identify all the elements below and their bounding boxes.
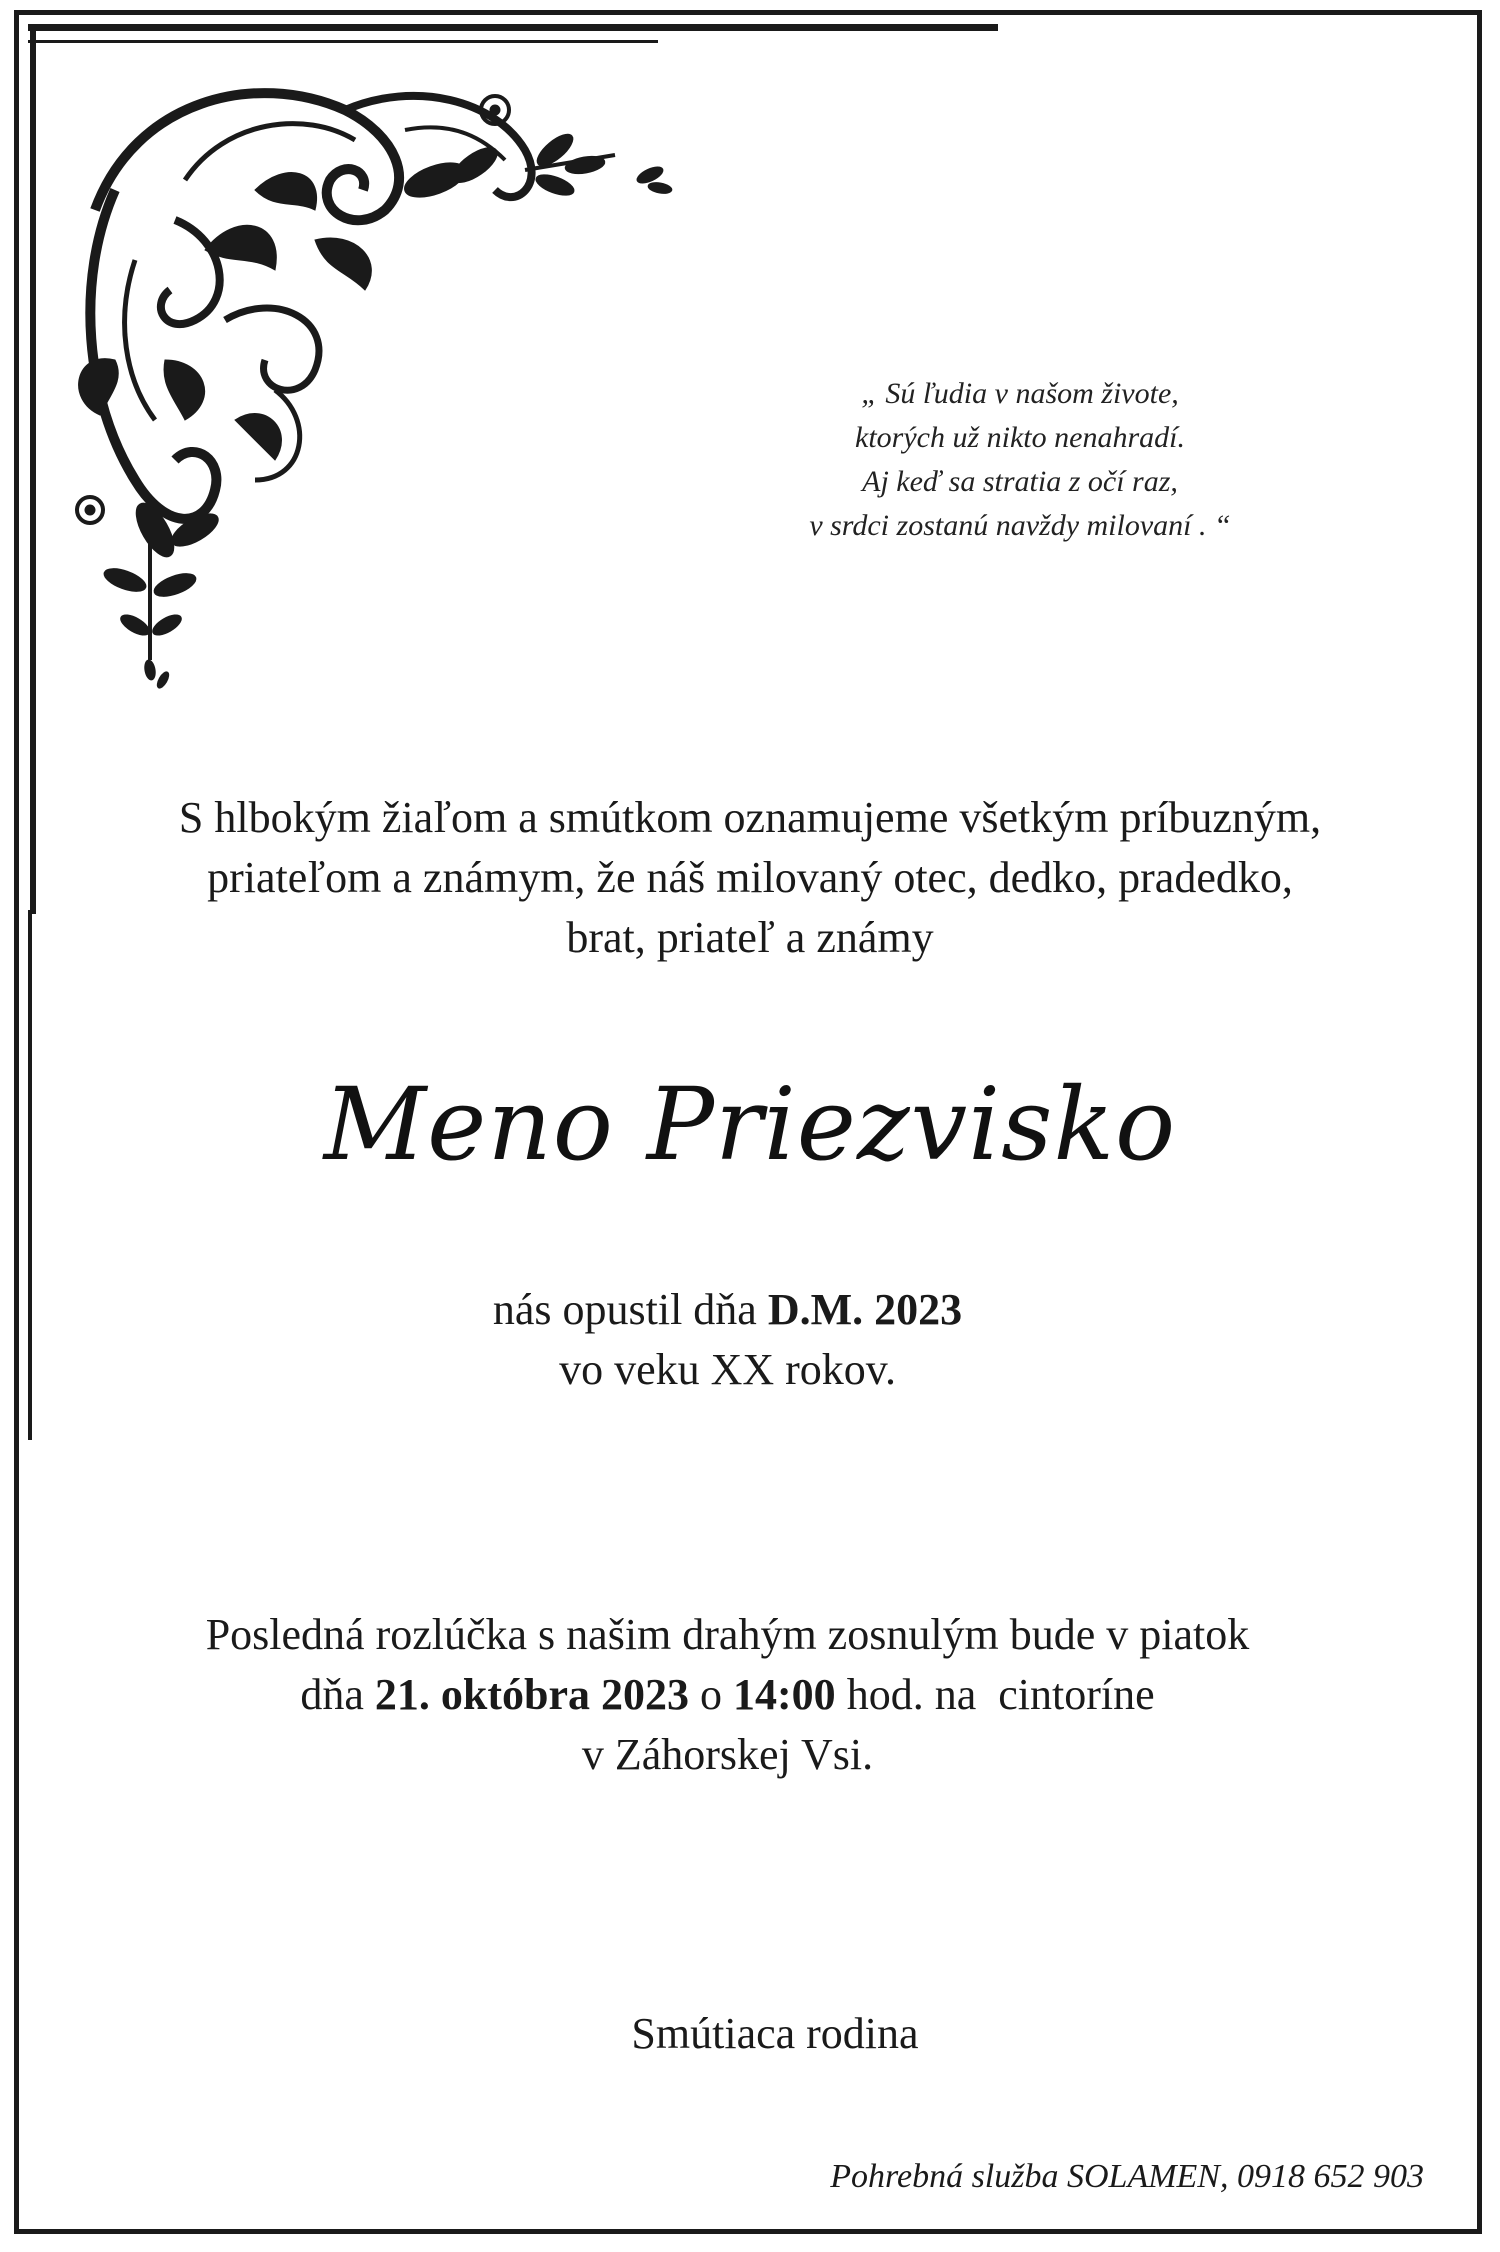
death-date-line (0, 1280, 1455, 1340)
funeral-connector: o (689, 1670, 734, 1719)
death-info (0, 1280, 1455, 1400)
inner-top-border (28, 24, 998, 31)
poem-line-3: Aj keď sa stratia z očí raz, (862, 465, 1178, 498)
funeral-line-2 (0, 1665, 1455, 1725)
funeral-agency-contact: Pohrebná služba SOLAMEN, 0918 652 903 (830, 2158, 1424, 2195)
inner-left-border (30, 24, 36, 914)
funeral-place: hod. na cintoríne (835, 1670, 1155, 1719)
death-age-line: vo veku XX rokov. (559, 1345, 896, 1394)
quote-poem (700, 372, 1340, 548)
poem-line-4: v srdci zostanú navždy milovaní . “ (809, 509, 1231, 542)
poem-line-1: „ Sú ľudia v našom živote, (861, 377, 1179, 410)
death-date-prefix: nás opustil dňa (492, 1285, 768, 1334)
floral-corner-icon (55, 60, 715, 710)
funeral-line-1: Posledná rozlúčka s našim drahým zosnulým bude v piatok (205, 1610, 1250, 1659)
funeral-line-3: v Záhorskej Vsi. (581, 1730, 874, 1779)
funeral-date: 21. októbra 2023 (374, 1670, 690, 1719)
death-date: D.M. 2023 (767, 1285, 963, 1334)
announcement-line-2: priateľom a známym, že náš milovaný otec, dedko, pradedko, (207, 853, 1293, 902)
announcement-line-1: S hlbokým žiaľom a smútkom oznamujeme všetkým príbuzným, (178, 793, 1322, 842)
funeral-time: 14:00 (733, 1670, 836, 1719)
deceased-name: Meno Priezvisko (323, 1066, 1177, 1183)
announcement-line-3: brat, priateľ a známy (566, 913, 934, 962)
inner-top-thin-line (28, 40, 658, 43)
funeral-info (0, 1605, 1455, 1785)
signature-family: Smútiaca rodina (631, 2009, 919, 2058)
announcement-text (70, 788, 1430, 968)
poem-line-2: ktorých už nikto nenahradí. (855, 421, 1185, 454)
funeral-prefix: dňa (300, 1670, 375, 1719)
